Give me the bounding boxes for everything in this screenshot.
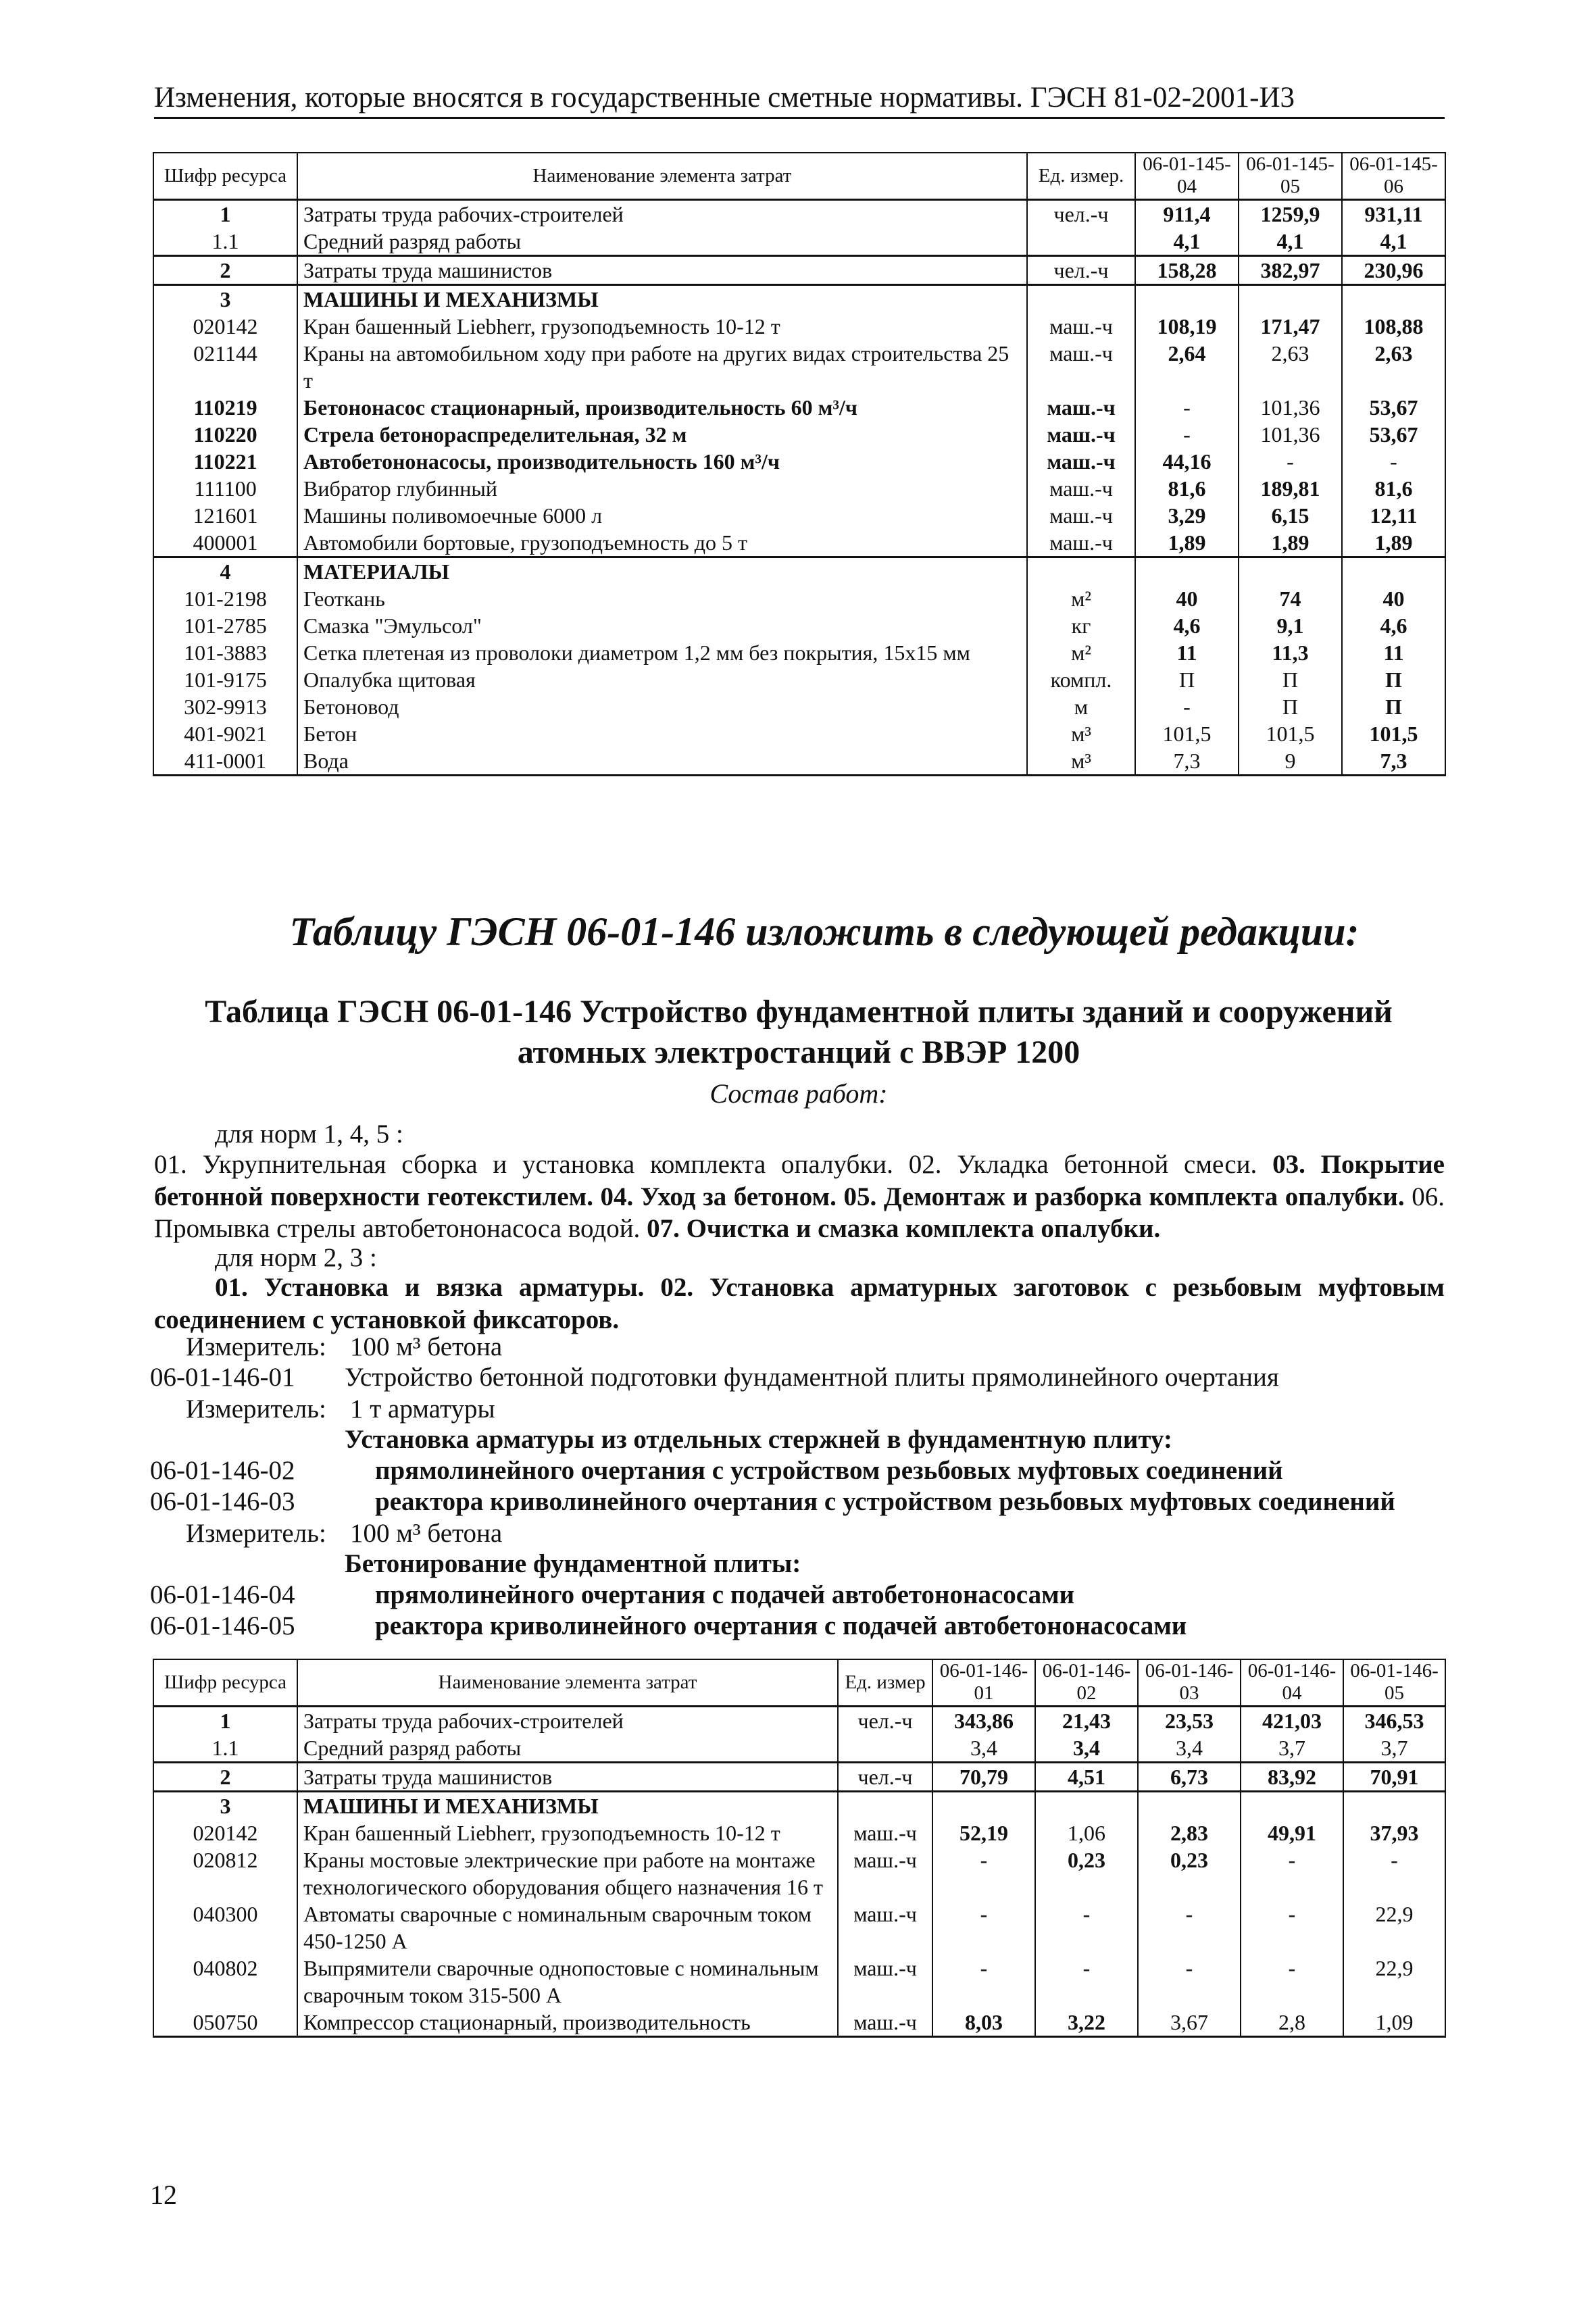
cell-name: Затраты труда машинистов xyxy=(297,255,1027,284)
work-list-1 xyxy=(154,1149,1445,1245)
cell-name: Вибратор глубинный xyxy=(297,475,1027,502)
norm-description: прямолинейного очертания с устройством резьбовых муфтовых соединений xyxy=(375,1456,1283,1485)
cell-value: 53,67 xyxy=(1342,394,1445,421)
norm-description: прямолинейного очертания с подачей автобетононасосами xyxy=(375,1580,1075,1609)
cell-value: 1259,9 xyxy=(1239,199,1342,228)
cell-value: - xyxy=(1135,421,1239,448)
cell-value xyxy=(1342,284,1445,313)
cell-name: Вода xyxy=(297,747,1027,776)
cell-value: 4,51 xyxy=(1035,1762,1138,1791)
cell-code: 302-9913 xyxy=(153,693,297,720)
cell-value: 101,5 xyxy=(1342,720,1445,747)
cell-code: 110221 xyxy=(153,448,297,475)
cell-code: 2 xyxy=(153,1762,297,1791)
resource-table-145 xyxy=(153,152,1446,776)
cell-value: 11 xyxy=(1135,639,1239,666)
cell-value: 1,89 xyxy=(1135,529,1239,557)
cell-unit: маш.-ч xyxy=(1027,313,1135,340)
cell-value: 1,06 xyxy=(1035,1819,1138,1846)
cell-name: Средний разряд работы xyxy=(297,1734,838,1763)
cell-value: 8,03 xyxy=(932,2009,1035,2037)
cell-unit: м² xyxy=(1027,585,1135,612)
work-composition-label: Состав работ: xyxy=(709,1078,888,1109)
cell-value: 4,1 xyxy=(1239,228,1342,256)
cell-value xyxy=(1241,1791,1343,1819)
table-row xyxy=(153,666,1445,693)
cell-value: 230,96 xyxy=(1342,255,1445,284)
cell-value: 346,53 xyxy=(1343,1706,1445,1734)
cell-value: 23,53 xyxy=(1138,1706,1241,1734)
cell-unit xyxy=(1027,284,1135,313)
cell-value: - xyxy=(932,1955,1035,2009)
cell-value: 2,8 xyxy=(1241,2009,1343,2037)
cell-name: Бетононасос стационарный, производительность 60 м³/ч xyxy=(297,394,1027,421)
cell-unit: маш.-ч xyxy=(838,1901,932,1955)
cell-code: 110219 xyxy=(153,394,297,421)
table-row xyxy=(153,720,1445,747)
column-header: 06-01-146-01 xyxy=(932,1659,1035,1706)
table-row xyxy=(153,1791,1445,1819)
cell-value: 9,1 xyxy=(1239,612,1342,639)
cell-value xyxy=(1035,1791,1138,1819)
cell-name: Автомобили бортовые, грузоподъемность до 5 т xyxy=(297,529,1027,557)
table-row xyxy=(153,340,1445,394)
cell-value: 0,23 xyxy=(1138,1846,1241,1901)
cell-code: 101-3883 xyxy=(153,639,297,666)
work-list-1-part-c: 06. Промывка стрелы автобетононасоса водой. xyxy=(154,1182,1445,1244)
cell-value xyxy=(1135,284,1239,313)
table-row xyxy=(153,1901,1445,1955)
cell-value: 158,28 xyxy=(1135,255,1239,284)
cell-value: 911,4 xyxy=(1135,199,1239,228)
cell-name: Опалубка щитовая xyxy=(297,666,1027,693)
cell-value: 3,4 xyxy=(1035,1734,1138,1763)
cell-name: Сетка плетеная из проволоки диаметром 1,2 мм без покрытия, 15x15 мм xyxy=(297,639,1027,666)
cell-value xyxy=(1342,557,1445,585)
column-header: Наименование элемента затрат xyxy=(297,153,1027,199)
table-row xyxy=(153,2009,1445,2037)
cell-value: 3,22 xyxy=(1035,2009,1138,2037)
cell-name: Кран башенный Liebherr, грузоподъемность 10-12 т xyxy=(297,313,1027,340)
norm-code: 06-01-146-02 xyxy=(150,1456,295,1485)
cell-value: 931,11 xyxy=(1342,199,1445,228)
cell-value: 6,73 xyxy=(1138,1762,1241,1791)
cell-value: - xyxy=(1239,448,1342,475)
cell-value: - xyxy=(1241,1955,1343,2009)
cell-value: - xyxy=(932,1901,1035,1955)
cell-code: 2 xyxy=(153,255,297,284)
cell-value: 3,67 xyxy=(1138,2009,1241,2037)
cell-unit: маш.-ч xyxy=(1027,448,1135,475)
table-row xyxy=(153,502,1445,529)
table-row xyxy=(153,585,1445,612)
cell-value xyxy=(1135,557,1239,585)
column-header: Шифр ресурса xyxy=(153,153,297,199)
page-header: Изменения, которые вносятся в государственные сметные нормативы. ГЭСН 81-02-2001-И3 xyxy=(154,81,1445,119)
cell-value: 382,97 xyxy=(1239,255,1342,284)
cell-value: 4,1 xyxy=(1135,228,1239,256)
table-row xyxy=(153,313,1445,340)
cell-value: 81,6 xyxy=(1342,475,1445,502)
work-list-1-part-a: 01. Укрупнительная сборка и установка комплекта опалубки. 02. Укладка бетонной смеси. xyxy=(154,1150,1273,1179)
cell-code: 101-2198 xyxy=(153,585,297,612)
cell-code: 101-9175 xyxy=(153,666,297,693)
norm-description: реактора криволинейного очертания с подачей автобетононасосами xyxy=(375,1611,1187,1640)
cell-value xyxy=(1343,1791,1445,1819)
measure-label: Измеритель: xyxy=(186,1394,326,1424)
work-list-1-part-b: 03. Покрытие бетонной поверхности геотекстилем. 04. Уход за бетоном. 05. Демонтаж и разборка комплекта опалубки. xyxy=(154,1150,1445,1211)
cell-value: 1,89 xyxy=(1239,529,1342,557)
page-number: 12 xyxy=(150,2180,177,2210)
cell-unit: маш.-ч xyxy=(838,1819,932,1846)
table-row xyxy=(153,529,1445,557)
cell-code: 110220 xyxy=(153,421,297,448)
cell-name: Затраты труда рабочих-строителей xyxy=(297,199,1027,228)
column-header: Шифр ресурса xyxy=(153,1659,297,1706)
norm-code: 06-01-146-05 xyxy=(150,1611,295,1640)
cell-name: Стрела бетонораспределительная, 32 м xyxy=(297,421,1027,448)
cell-name: Компрессор стационарный, производительность xyxy=(297,2009,838,2037)
cell-name: Смазка "Эмульсол" xyxy=(297,612,1027,639)
cell-value: П xyxy=(1342,693,1445,720)
table-row xyxy=(153,1734,1445,1763)
cell-name: Машины поливомоечные 6000 л xyxy=(297,502,1027,529)
cell-name: Затраты труда рабочих-строителей xyxy=(297,1706,838,1734)
cell-unit: м xyxy=(1027,693,1135,720)
resource-table-146 xyxy=(153,1659,1446,2038)
cell-unit: м² xyxy=(1027,639,1135,666)
cell-value: 2,63 xyxy=(1342,340,1445,394)
cell-value: 101,5 xyxy=(1135,720,1239,747)
cell-value: 37,93 xyxy=(1343,1819,1445,1846)
cell-value: 40 xyxy=(1342,585,1445,612)
cell-value: - xyxy=(1135,394,1239,421)
cell-unit: компл. xyxy=(1027,666,1135,693)
cell-unit: маш.-ч xyxy=(838,1955,932,2009)
cell-code: 021144 xyxy=(153,340,297,394)
cell-value: 44,16 xyxy=(1135,448,1239,475)
column-header: 06-01-146-03 xyxy=(1138,1659,1241,1706)
cell-value: - xyxy=(1241,1846,1343,1901)
cell-value: 70,91 xyxy=(1343,1762,1445,1791)
cell-unit xyxy=(1027,228,1135,256)
table-row xyxy=(153,255,1445,284)
cell-name: МАШИНЫ И МЕХАНИЗМЫ xyxy=(297,1791,838,1819)
cell-value: 101,36 xyxy=(1239,394,1342,421)
cell-value: П xyxy=(1239,693,1342,720)
cell-code: 3 xyxy=(153,284,297,313)
cell-code: 040802 xyxy=(153,1955,297,2009)
cell-value: 21,43 xyxy=(1035,1706,1138,1734)
cell-name: Геоткань xyxy=(297,585,1027,612)
cell-value: 108,19 xyxy=(1135,313,1239,340)
cell-code: 101-2785 xyxy=(153,612,297,639)
table-row xyxy=(153,1819,1445,1846)
cell-code: 4 xyxy=(153,557,297,585)
cell-value: 22,9 xyxy=(1343,1901,1445,1955)
table-row xyxy=(153,228,1445,256)
cell-value: П xyxy=(1135,666,1239,693)
measure-value: 100 м³ бетона xyxy=(350,1332,503,1361)
work-list-2: 01. Установка и вязка арматуры. 02. Установка арматурных заготовок с резьбовым муфтовым соединением с установкой фиксаторов. xyxy=(154,1273,1445,1334)
cell-value xyxy=(1239,284,1342,313)
cell-value: 421,03 xyxy=(1241,1706,1343,1734)
cell-unit: маш.-ч xyxy=(1027,502,1135,529)
cell-value: 11,3 xyxy=(1239,639,1342,666)
cell-value: 108,88 xyxy=(1342,313,1445,340)
cell-code: 401-9021 xyxy=(153,720,297,747)
cell-unit: чел.-ч xyxy=(1027,255,1135,284)
cell-unit: маш.-ч xyxy=(1027,394,1135,421)
table-row xyxy=(153,475,1445,502)
norms-2-3-label: для норм 2, 3 : xyxy=(215,1243,377,1272)
table-row xyxy=(153,1955,1445,2009)
norm-group-heading: Установка арматуры из отдельных стержней в фундаментную плиту: xyxy=(345,1425,1172,1454)
cell-name: Кран башенный Liebherr, грузоподъемность 10-12 т xyxy=(297,1819,838,1846)
cell-code: 111100 xyxy=(153,475,297,502)
table-row xyxy=(153,199,1445,228)
cell-code: 050750 xyxy=(153,2009,297,2037)
cell-name: Бетон xyxy=(297,720,1027,747)
cell-unit xyxy=(838,1791,932,1819)
cell-value: 81,6 xyxy=(1135,475,1239,502)
cell-name: Автоматы сварочные с номинальным сварочным током 450-1250 А xyxy=(297,1901,838,1955)
cell-value: - xyxy=(1035,1901,1138,1955)
cell-value xyxy=(1239,557,1342,585)
table-row xyxy=(153,1706,1445,1734)
cell-unit: маш.-ч xyxy=(1027,340,1135,394)
cell-code: 1.1 xyxy=(153,228,297,256)
measure-label: Измеритель: xyxy=(186,1519,326,1548)
table-row xyxy=(153,1846,1445,1901)
cell-value: П xyxy=(1342,666,1445,693)
table-row xyxy=(153,448,1445,475)
norm-group-heading: Бетонирование фундаментной плиты: xyxy=(345,1549,801,1578)
cell-value: 3,4 xyxy=(932,1734,1035,1763)
intro-heading: Таблицу ГЭСН 06-01-146 изложить в следующей редакции: xyxy=(289,909,1360,954)
norm-code: 06-01-146-01 xyxy=(150,1363,295,1392)
table-row xyxy=(153,1762,1445,1791)
cell-value: 9 xyxy=(1239,747,1342,776)
norm-description: реактора криволинейного очертания с устройством резьбовых муфтовых соединений xyxy=(375,1487,1395,1516)
cell-name: Краны мостовые электрические при работе на монтаже технологического оборудования общего назначения 16 т xyxy=(297,1846,838,1901)
column-header: Наименование элемента затрат xyxy=(297,1659,838,1706)
cell-value: 74 xyxy=(1239,585,1342,612)
cell-value: 343,86 xyxy=(932,1706,1035,1734)
cell-name: МАТЕРИАЛЫ xyxy=(297,557,1027,585)
cell-value: 1,89 xyxy=(1342,529,1445,557)
cell-value: 3,4 xyxy=(1138,1734,1241,1763)
cell-value: 4,6 xyxy=(1135,612,1239,639)
cell-name: Краны на автомобильном ходу при работе на других видах строительства 25 т xyxy=(297,340,1027,394)
cell-value: - xyxy=(1138,1955,1241,2009)
cell-value: - xyxy=(1342,448,1445,475)
cell-name: Выпрямители сварочные однопостовые с номинальным сварочным током 315-500 А xyxy=(297,1955,838,2009)
cell-value: 3,7 xyxy=(1343,1734,1445,1763)
measure-value: 1 т арматуры xyxy=(350,1394,495,1424)
cell-value: - xyxy=(1343,1846,1445,1901)
cell-value: 52,19 xyxy=(932,1819,1035,1846)
cell-code: 020142 xyxy=(153,1819,297,1846)
cell-value: 101,36 xyxy=(1239,421,1342,448)
cell-code: 020142 xyxy=(153,313,297,340)
cell-unit: маш.-ч xyxy=(838,1846,932,1901)
column-header: 06-01-145-04 xyxy=(1135,153,1239,199)
cell-value: - xyxy=(932,1846,1035,1901)
cell-value: 2,83 xyxy=(1138,1819,1241,1846)
cell-name: МАШИНЫ И МЕХАНИЗМЫ xyxy=(297,284,1027,313)
cell-unit: чел.-ч xyxy=(1027,199,1135,228)
cell-code: 1 xyxy=(153,199,297,228)
measure-label: Измеритель: xyxy=(186,1332,326,1361)
cell-value: 189,81 xyxy=(1239,475,1342,502)
table-row xyxy=(153,639,1445,666)
measure-value: 100 м³ бетона xyxy=(350,1519,503,1548)
cell-code: 411-0001 xyxy=(153,747,297,776)
cell-name: Затраты труда машинистов xyxy=(297,1762,838,1791)
cell-code: 3 xyxy=(153,1791,297,1819)
cell-code: 020812 xyxy=(153,1846,297,1901)
cell-code: 400001 xyxy=(153,529,297,557)
column-header: 06-01-145-05 xyxy=(1239,153,1342,199)
cell-code: 1.1 xyxy=(153,1734,297,1763)
cell-value: 70,79 xyxy=(932,1762,1035,1791)
norm-code: 06-01-146-03 xyxy=(150,1487,295,1516)
cell-value: 0,23 xyxy=(1035,1846,1138,1901)
norm-code: 06-01-146-04 xyxy=(150,1580,295,1609)
cell-unit: кг xyxy=(1027,612,1135,639)
cell-value: - xyxy=(1035,1955,1138,2009)
work-list-1-part-d: 07. Очистка и смазка комплекта опалубки. xyxy=(647,1214,1161,1244)
column-header: 06-01-146-02 xyxy=(1035,1659,1138,1706)
cell-value: 49,91 xyxy=(1241,1819,1343,1846)
cell-value: 6,15 xyxy=(1239,502,1342,529)
cell-code: 121601 xyxy=(153,502,297,529)
cell-code: 040300 xyxy=(153,1901,297,1955)
column-header: 06-01-146-04 xyxy=(1241,1659,1343,1706)
cell-value: 7,3 xyxy=(1342,747,1445,776)
cell-unit: м³ xyxy=(1027,720,1135,747)
cell-value: 40 xyxy=(1135,585,1239,612)
table-row xyxy=(153,747,1445,776)
cell-value: 83,92 xyxy=(1241,1762,1343,1791)
norms-1-4-5-label: для норм 1, 4, 5 : xyxy=(215,1120,403,1149)
table-row xyxy=(153,421,1445,448)
cell-value: 22,9 xyxy=(1343,1955,1445,2009)
cell-value: 3,7 xyxy=(1241,1734,1343,1763)
cell-value: 11 xyxy=(1342,639,1445,666)
cell-unit: маш.-ч xyxy=(1027,421,1135,448)
table-row xyxy=(153,557,1445,585)
cell-unit: маш.-ч xyxy=(1027,529,1135,557)
cell-value: 171,47 xyxy=(1239,313,1342,340)
cell-value: 2,64 xyxy=(1135,340,1239,394)
cell-value: 2,63 xyxy=(1239,340,1342,394)
cell-unit xyxy=(838,1734,932,1763)
cell-value: 12,11 xyxy=(1342,502,1445,529)
cell-value: 3,29 xyxy=(1135,502,1239,529)
cell-unit: м³ xyxy=(1027,747,1135,776)
column-header: 06-01-146-05 xyxy=(1343,1659,1445,1706)
table-row xyxy=(153,612,1445,639)
column-header: Ед. измер xyxy=(838,1659,932,1706)
cell-value: 101,5 xyxy=(1239,720,1342,747)
cell-value: 53,67 xyxy=(1342,421,1445,448)
cell-name: Автобетононасосы, производительность 160 м³/ч xyxy=(297,448,1027,475)
cell-value: 4,1 xyxy=(1342,228,1445,256)
cell-value: - xyxy=(1135,693,1239,720)
cell-name: Бетоновод xyxy=(297,693,1027,720)
table-row xyxy=(153,394,1445,421)
cell-unit: маш.-ч xyxy=(838,2009,932,2037)
cell-value: - xyxy=(1241,1901,1343,1955)
norm-description: Устройство бетонной подготовки фундаментной плиты прямолинейного очертания xyxy=(345,1363,1279,1392)
cell-value: 4,6 xyxy=(1342,612,1445,639)
column-header: Ед. измер. xyxy=(1027,153,1135,199)
cell-value: - xyxy=(1138,1901,1241,1955)
cell-value xyxy=(932,1791,1035,1819)
cell-unit: маш.-ч xyxy=(1027,475,1135,502)
table-row xyxy=(153,693,1445,720)
cell-unit: чел.-ч xyxy=(838,1762,932,1791)
cell-unit: чел.-ч xyxy=(838,1706,932,1734)
cell-name: Средний разряд работы xyxy=(297,228,1027,256)
column-header: 06-01-145-06 xyxy=(1342,153,1445,199)
cell-value xyxy=(1138,1791,1241,1819)
cell-value: П xyxy=(1239,666,1342,693)
table-title: Таблица ГЭСН 06-01-146 Устройство фундаментной плиты зданий и сооружений атомных электростанций с ВВЭР 1200 xyxy=(205,994,1393,1070)
cell-value: 7,3 xyxy=(1135,747,1239,776)
cell-code: 1 xyxy=(153,1706,297,1734)
table-row xyxy=(153,284,1445,313)
cell-value: 1,09 xyxy=(1343,2009,1445,2037)
cell-unit xyxy=(1027,557,1135,585)
